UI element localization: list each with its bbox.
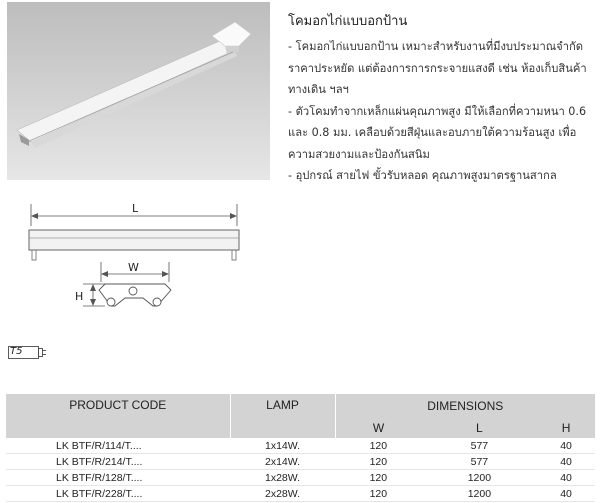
width-label: W — [128, 261, 139, 274]
table-row — [6, 486, 595, 502]
height-label: H — [75, 290, 84, 303]
cell-l: 1200 — [422, 470, 537, 486]
table-row — [6, 454, 595, 470]
cell-h: 40 — [537, 438, 595, 454]
cell-w: 120 — [335, 438, 422, 454]
header-dimensions: DIMENSIONS — [335, 394, 595, 417]
dimension-drawing — [7, 190, 270, 370]
cell-code: LK BTF/R/114/T.... — [6, 438, 230, 454]
table-row — [6, 470, 595, 486]
table-row — [6, 438, 595, 454]
lamp-type-label: T5 — [10, 346, 23, 357]
cell-l: 1200 — [422, 486, 537, 502]
lamp-type-marker — [8, 346, 48, 360]
cell-w: 120 — [335, 486, 422, 502]
bullet-1: - โคมอกไก่แบบอกป้าน เหมาะสำหรับงานที่มีงบประมาณจำกัด ราคาประหยัด แต่ต้องการการกระจายแสงดี เช่น ห้องเก็บสินค้า ทางเดิน ฯลฯ — [288, 40, 587, 96]
cell-lamp: 2x14W. — [230, 454, 335, 470]
cell-w: 120 — [335, 454, 422, 470]
cell-l: 577 — [422, 454, 537, 470]
cell-w: 120 — [335, 470, 422, 486]
cell-l: 577 — [422, 438, 537, 454]
cell-h: 40 — [537, 470, 595, 486]
product-title: โคมอกไก่แบบอกป้าน — [288, 14, 408, 29]
spec-table — [6, 394, 595, 502]
cell-lamp: 1x28W. — [230, 470, 335, 486]
header-h: H — [537, 417, 595, 438]
header-l: L — [422, 417, 537, 438]
cell-h: 40 — [537, 454, 595, 470]
cell-code: LK BTF/R/128/T.... — [6, 470, 230, 486]
bullet-2: - ตัวโคมทำจากเหล็กแผ่นคุณภาพสูง มีให้เลือกที่ความหนา 0.6 และ 0.8 มม. เคลือบด้วยสีฝุ่นและอบภายใต้ความร้อนสูง เพื่อความสวยงามและป้องกันสนิม — [288, 104, 587, 161]
cell-code: LK BTF/R/214/T.... — [6, 454, 230, 470]
header-w: W — [335, 417, 422, 438]
product-description — [288, 36, 593, 187]
header-product-code: PRODUCT CODE — [6, 394, 230, 438]
cell-h: 40 — [537, 486, 595, 502]
cell-lamp: 2x28W. — [230, 486, 335, 502]
length-label: L — [132, 202, 139, 215]
cell-code: LK BTF/R/228/T.... — [6, 486, 230, 502]
fluorescent-fixture-image — [7, 2, 270, 180]
product-photo — [7, 2, 270, 180]
cell-lamp: 1x14W. — [230, 438, 335, 454]
bullet-3: - อุปกรณ์ สายไฟ ขั้วรับหลอด คุณภาพสูงมาตรฐานสากล — [288, 169, 557, 182]
header-lamp: LAMP — [230, 394, 335, 438]
